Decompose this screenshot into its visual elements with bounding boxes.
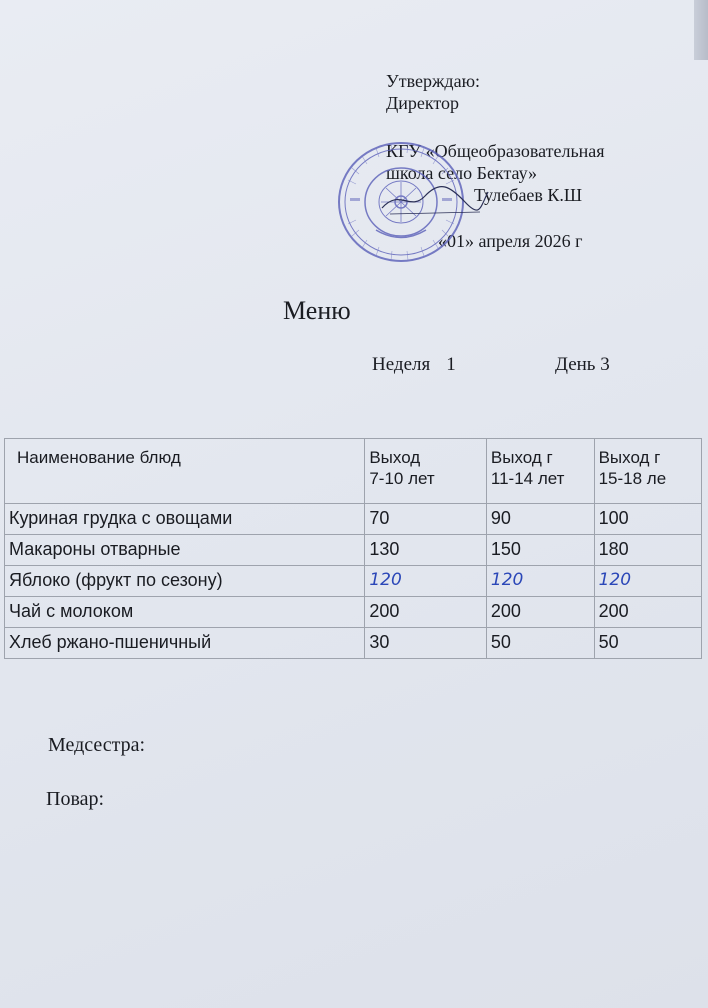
table-row [5,504,702,535]
week-label: Неделя [372,354,431,375]
week-indicator [372,354,456,376]
approval-org-line2: школа село Бектау» [386,163,538,183]
portion-cell: 100 [594,504,701,535]
dish-name-cell: Макароны отварные [5,535,365,566]
handwritten-portion-cell: 120 [365,566,487,597]
handwritten-portion-cell: 120 [486,566,594,597]
table-row [5,535,702,566]
table-row [5,566,702,597]
header-dish-name: Наименование блюд [5,439,365,504]
director-signature-icon [380,178,490,218]
header-portion-15-18: Выход г 15-18 ле [594,439,701,504]
week-number: 1 [446,354,456,375]
menu-table [4,438,702,659]
portion-cell: 150 [486,535,594,566]
approval-heading: Утверждаю: [386,71,481,91]
cook-signature-label: Повар: [46,788,105,810]
dish-name-cell: Хлеб ржано-пшеничный [5,628,365,659]
portion-cell: 200 [365,597,487,628]
portion-cell: 70 [365,504,487,535]
header-portion-7-10: Выход 7-10 лет [365,439,487,504]
approval-date: «01» апреля 2026 г [438,231,583,251]
dish-name-cell: Чай с молоком [5,597,365,628]
portion-cell: 50 [594,628,701,659]
approval-org-line1: КГУ «Общеобразовательная [386,141,605,161]
approval-position: Директор [386,93,460,113]
handwritten-portion-cell: 120 [594,566,701,597]
dish-name-cell: Куриная грудка с овощами [5,504,365,535]
portion-cell: 200 [486,597,594,628]
portion-cell: 180 [594,535,701,566]
portion-cell: 200 [594,597,701,628]
day-indicator: День 3 [555,354,610,375]
portion-cell: 90 [486,504,594,535]
header-portion-11-14: Выход г 11-14 лет [486,439,594,504]
table-row [5,597,702,628]
portion-cell: 30 [365,628,487,659]
dish-name-cell: Яблоко (фрукт по сезону) [5,566,365,597]
approval-block [386,70,686,251]
table-row [5,628,702,659]
page-title: Меню [283,296,351,325]
table-header-row [5,439,702,504]
page-edge [694,0,708,60]
nurse-signature-label: Медсестра: [48,734,146,756]
approval-signer: Тулебаев К.Ш [474,185,583,205]
portion-cell: 130 [365,535,487,566]
portion-cell: 50 [486,628,594,659]
